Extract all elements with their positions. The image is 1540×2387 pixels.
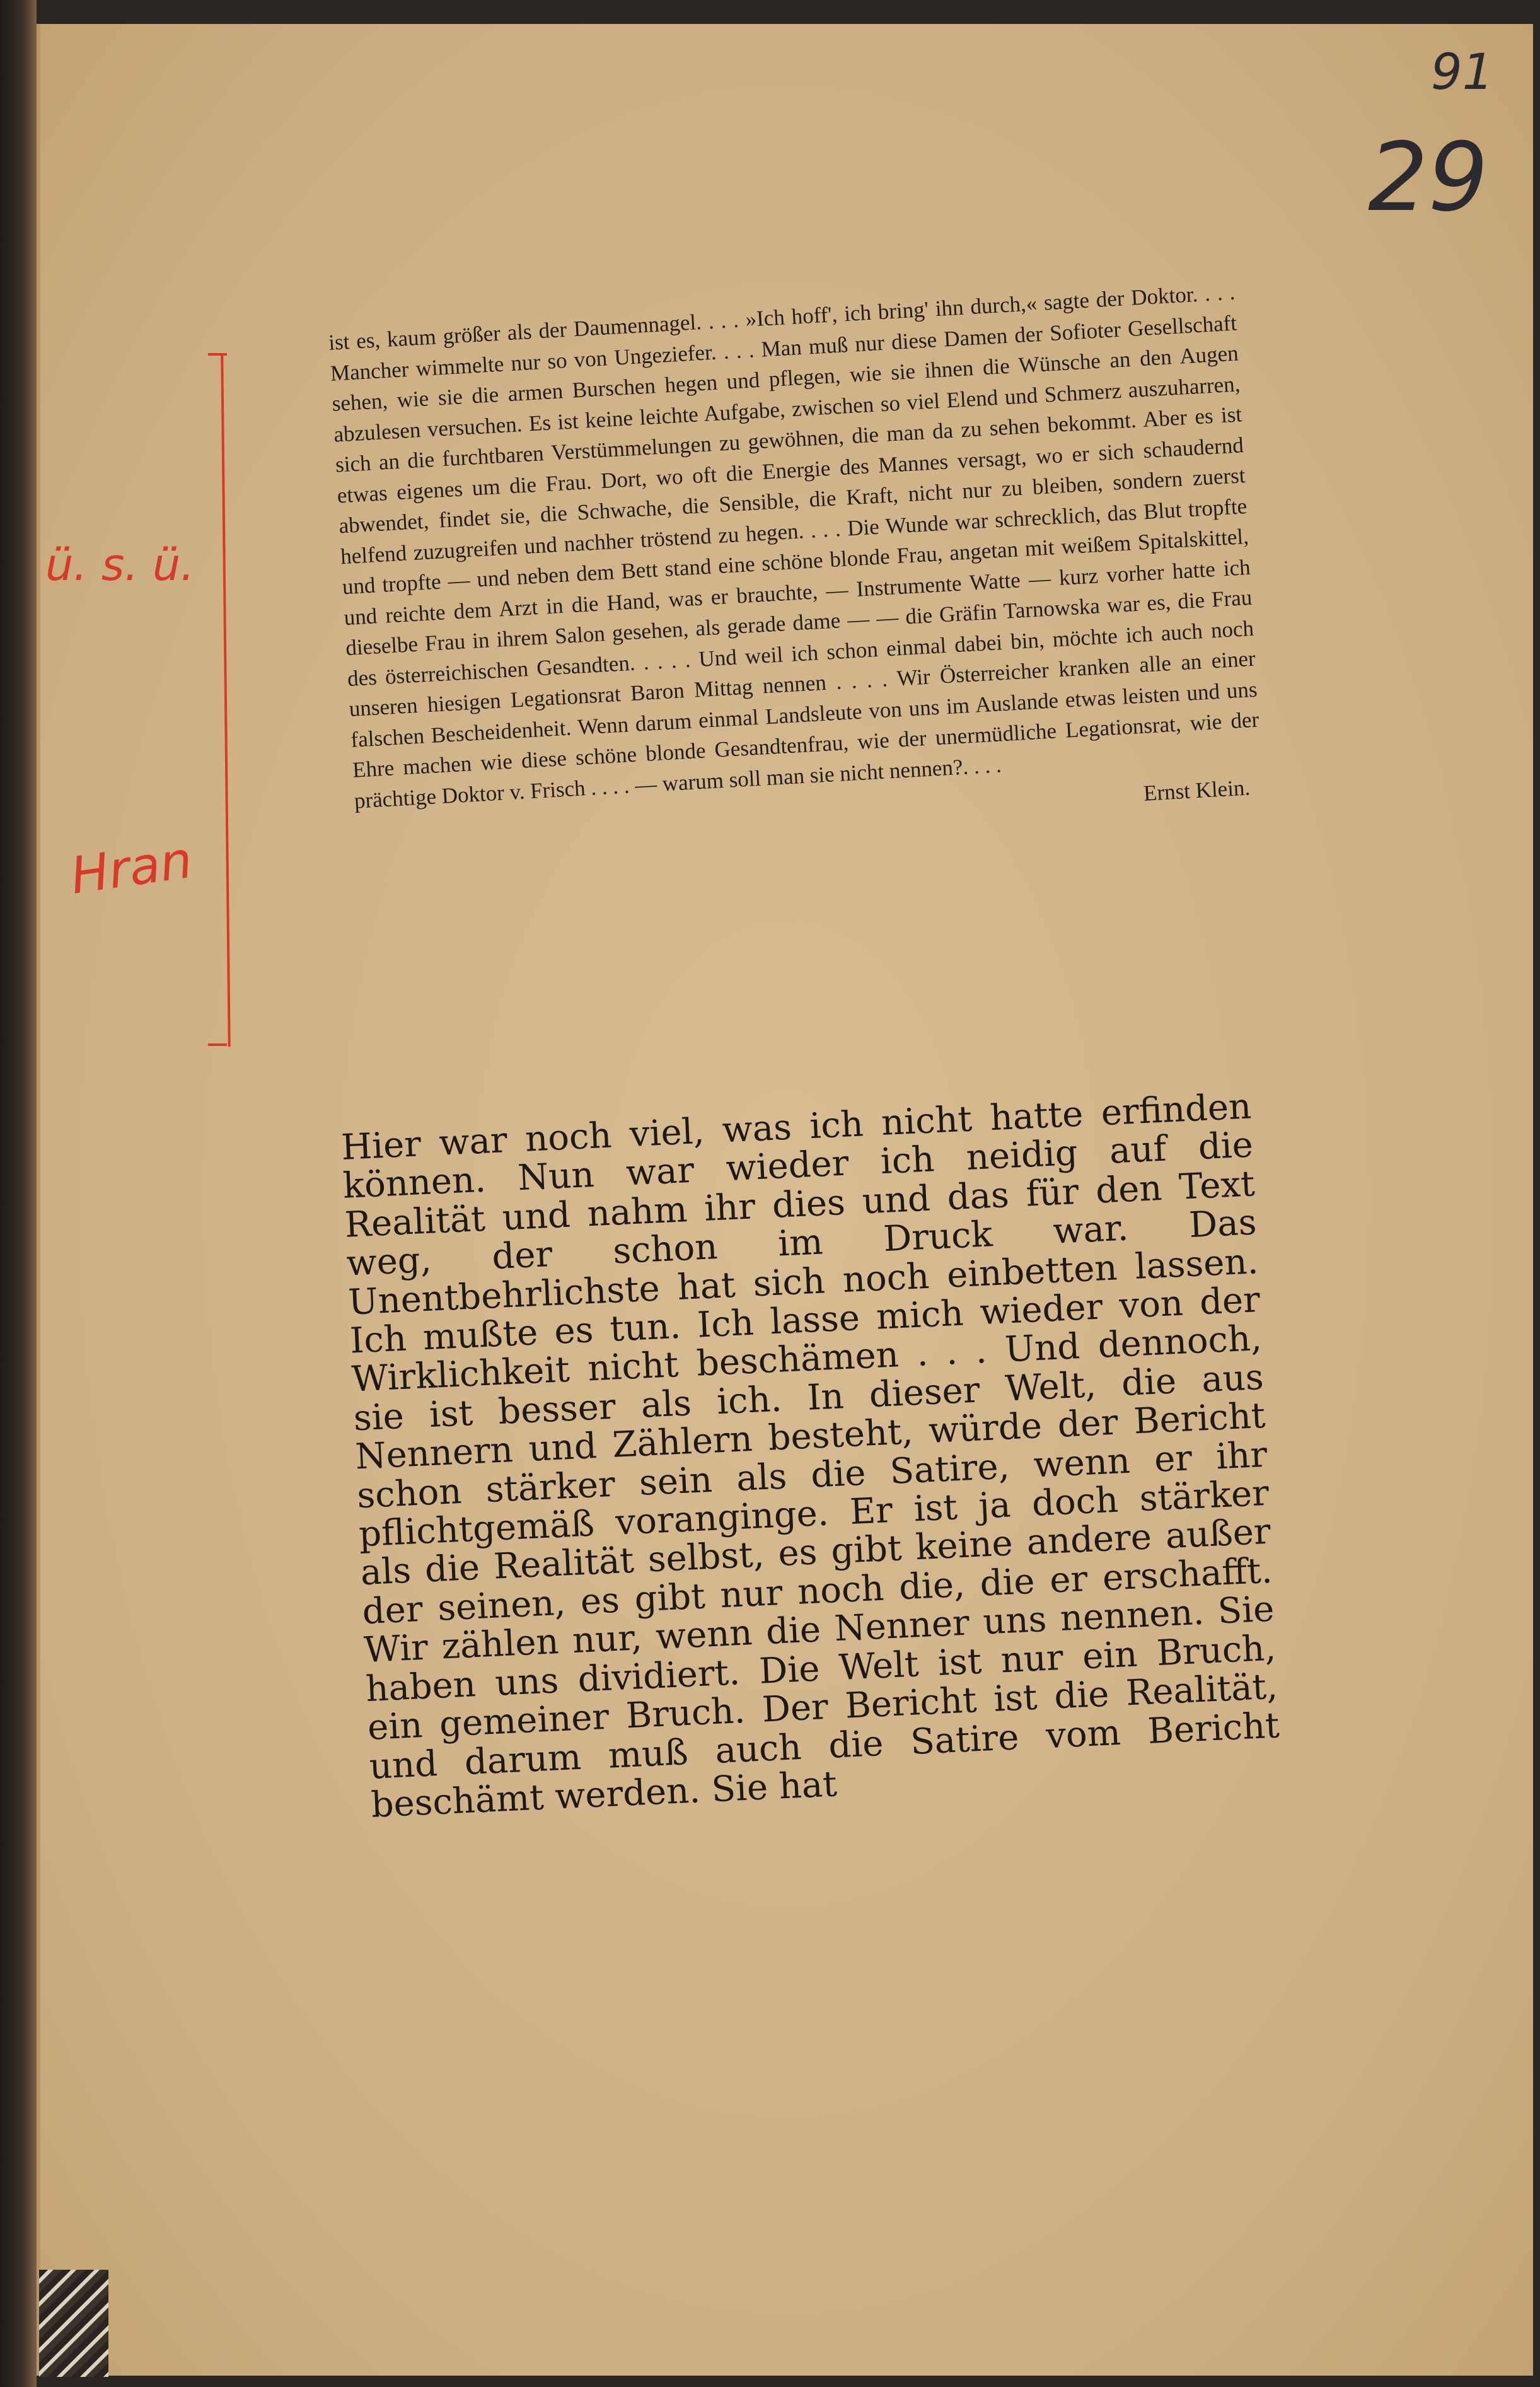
margin-red-tick-bottom [208,1043,227,1046]
quote-paragraph: ist es, kaum größer als der Daumennagel. . . . »Ich hoff', ich bring' ihn durch,« sagte der Doktor. . . . Mancher wimmelte nur so von Ungeziefer. . . . Man muß nur diese Damen der Sofioter Gesellschaft sehen, wie sie die armen Burschen hegen und pflegen, wie sie ihnen die Wünsche an den Augen abzulesen versuchen. Es ist keine leichte Aufgabe, zwischen so viel Elend und Schmerz auszuharren, sich an die furchtbaren Verstümmelungen zu gewöhnen, die man da zu sehen bekommt. Aber es ist etwas eigenes um die Frau. Dort, wo oft die Energie des Mannes versagt, wo er sich schaudernd abwendet, findet sie, die Schwache, die Sensible, die Kraft, nicht nur zu bleiben, sondern zuerst helfend zuzugreifen und nachher tröstend zu hegen. . . . Die Wunde war schrecklich, das Blut tropfte und tropfte — und neben dem Bett stand eine schöne blonde Frau, angetan mit weißem Spitalskittel, und reichte dem Arzt in die Hand, was er brauchte, — Instrumente Watte — kurz vorher hatte ich dieselbe Frau in ihrem Salon gesehen, als gerade dame — — die Gräfin Tarnowska war es, die Frau des österreichischen Gesandten. . . . . Und weil ich schon einmal dabei bin, möchte ich auch noch unseren hiesigen Legationsrat Baron Mittag nennen . . . . Wir Österreicher kranken alle an einer falschen Bescheidenheit. Wenn darum einmal Landsleute von uns im Auslande etwas leisten und uns Ehre machen wie diese schöne blonde Gesandtenfrau, wie der unermüdliche Legationsrat, wie der prächtige Doktor v. Frisch . . . . — warum soll man sie nicht nennen?. . . . [328,279,1260,813]
main-paragraph: Hier war noch viel, was ich nicht hatte erfinden können. Nun war wieder ich neidig auf die Realität und nahm ihr dies und das für den Text weg, der schon im Druck war. Das Unentbehrlichste hat sich noch einbetten lassen. Ich mußte es tun. Ich lasse mich wieder von der Wirklichkeit nicht beschämen . . . Und dennoch, sie ist besser als ich. In dieser Welt, die aus Nennern und Zählern besteht, würde der Bericht schon stärker sein als die Satire, wenn er ihr pflichtgemäß voranginge. Er ist ja doch stärker als die Realität selbst, es gibt keine andere außer der seinen, es gibt nur noch die, die er erschafft. Wir zählen nur, wenn die Nenner uns nennen. Sie haben uns dividiert. Die Welt ist nur ein Bruch, ein gemeiner Bruch. Der Bericht ist die Realität, und darum muß auch die Satire vom Bericht beschämt werden. Sie hat [340,1086,1280,1826]
binding-tape [39,2270,108,2377]
margin-note-red: Hran [67,830,196,905]
folio-number-top: 91 [1431,44,1494,101]
folio-number-second: 29 [1368,123,1488,233]
margin-red-tick-top [208,353,227,356]
margin-note-left: ü. s. ü. [45,539,195,591]
book-gutter [0,0,37,2387]
main-body-text [340,1087,1282,1825]
quote-signature: Ernst Klein. [1143,775,1251,806]
quoted-newspaper-excerpt [328,277,1263,854]
